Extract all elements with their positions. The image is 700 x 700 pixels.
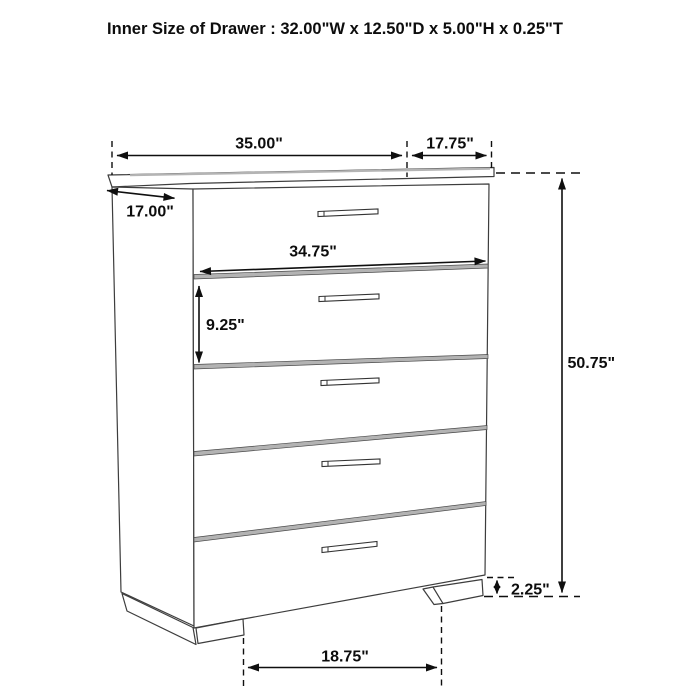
- dim-base-height: [487, 578, 550, 599]
- dim-overall-height: [484, 173, 615, 597]
- dim-label-drawer-width: 34.75": [289, 243, 337, 261]
- dim-top-depth: [412, 136, 492, 171]
- dim-label-top-width: 35.00": [235, 135, 283, 153]
- dim-label-base-height: 2.25": [511, 581, 550, 599]
- dim-leg-spacing: [244, 606, 442, 687]
- page-title: Inner Size of Drawer : 32.00"W x 12.50"D x 5.00"H x 0.25"T: [107, 20, 563, 38]
- front-panel: [193, 184, 489, 628]
- dim-label-side-depth: 17.00": [126, 203, 174, 221]
- chest-drawing: [108, 168, 494, 645]
- dim-label-leg-spacing: 18.75": [321, 648, 369, 666]
- side-panel: [112, 187, 194, 626]
- dim-label-top-depth: 17.75": [426, 135, 474, 153]
- dim-label-overall-height: 50.75": [567, 355, 616, 372]
- dim-label-drawer-height: 9.25": [206, 317, 245, 334]
